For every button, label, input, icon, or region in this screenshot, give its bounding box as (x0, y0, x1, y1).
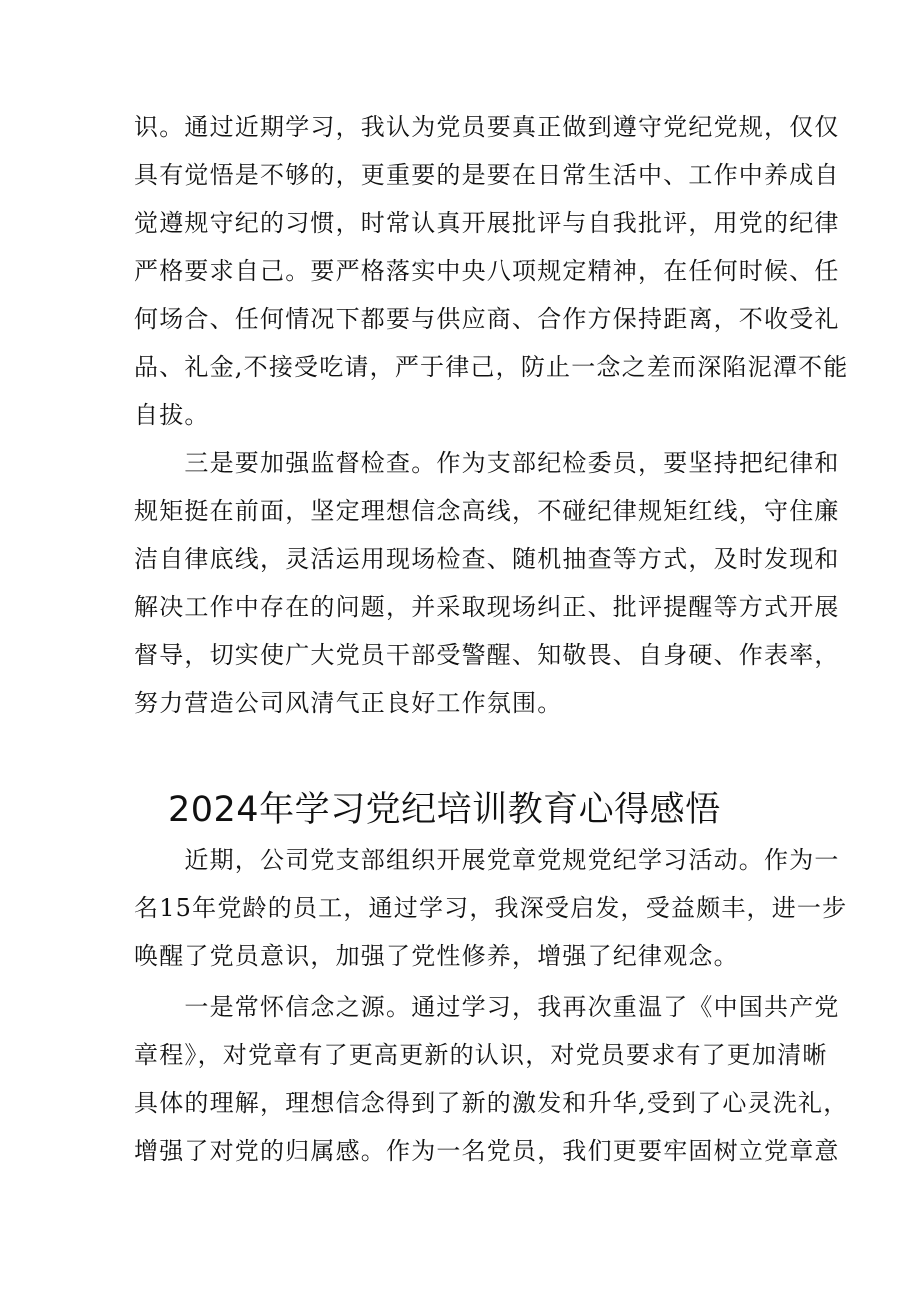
paragraph-supervision (134, 439, 840, 727)
paragraph-discipline-awareness (134, 103, 849, 439)
text-line: 解决工作中存在的问题，并采取现场纠正、批评提醒等方式开展 (134, 593, 840, 621)
text-line: 具有觉悟是不够的，更重要的是要在日常生活中、工作中养成自 (134, 161, 840, 189)
text-line: 洁自律底线，灵活运用现场检查、随机抽查等方式，及时发现和 (134, 545, 840, 573)
text-line: 识。通过近期学习，我认为党员要真正做到遵守党纪党规，仅仅 (134, 113, 840, 141)
text-line: 努力营造公司风清气正良好工作氛围。 (134, 689, 563, 717)
text-line: 严格要求自己。要严格落实中央八项规定精神，在任何时候、任 (134, 257, 840, 285)
text-line: 唤醒了党员意识，加强了党性修养，增强了纪律观念。 (134, 942, 739, 970)
text-line: 一是常怀信念之源。通过学习，我再次重温了《中国共产党 (134, 993, 840, 1021)
text-line: 品、礼金,不接受吃请，严于律己，防止一念之差而深陷泥潭不能 (134, 353, 849, 381)
text-line: 近期，公司党支部组织开展党章党规党纪学习活动。作为一 (134, 846, 840, 874)
text-line: 自拔。 (134, 401, 210, 429)
paragraph-point-one (134, 983, 849, 1175)
text-line: 具体的理解，理想信念得到了新的激发和升华,受到了心灵洗礼， (134, 1089, 849, 1117)
text-line: 规矩挺在前面，坚定理想信念高线，不碰纪律规矩红线，守住廉 (134, 497, 840, 525)
text-line: 觉遵规守纪的习惯，时常认真开展批评与自我批评，用党的纪律 (134, 209, 840, 237)
text-line: 三是要加强监督检查。作为支部纪检委员，要坚持把纪律和 (134, 449, 840, 477)
text-line: 增强了对党的归属感。作为一名党员，我们更要牢固树立党章意 (134, 1137, 840, 1165)
paragraph-intro (134, 836, 848, 980)
text-line: 章程》，对党章有了更高更新的认识，对党员要求有了更加清晰 (134, 1041, 828, 1069)
text-line: 督导，切实使广大党员干部受警醒、知敬畏、自身硬、作表率， (134, 641, 840, 669)
text-line: 何场合、任何情况下都要与供应商、合作方保持距离，不收受礼 (134, 305, 840, 333)
text-line: 名15年党龄的员工，通过学习，我深受启发，受益颇丰，进一步 (134, 894, 848, 922)
article-title: 2024年学习党纪培训教育心得感悟 (168, 790, 721, 830)
